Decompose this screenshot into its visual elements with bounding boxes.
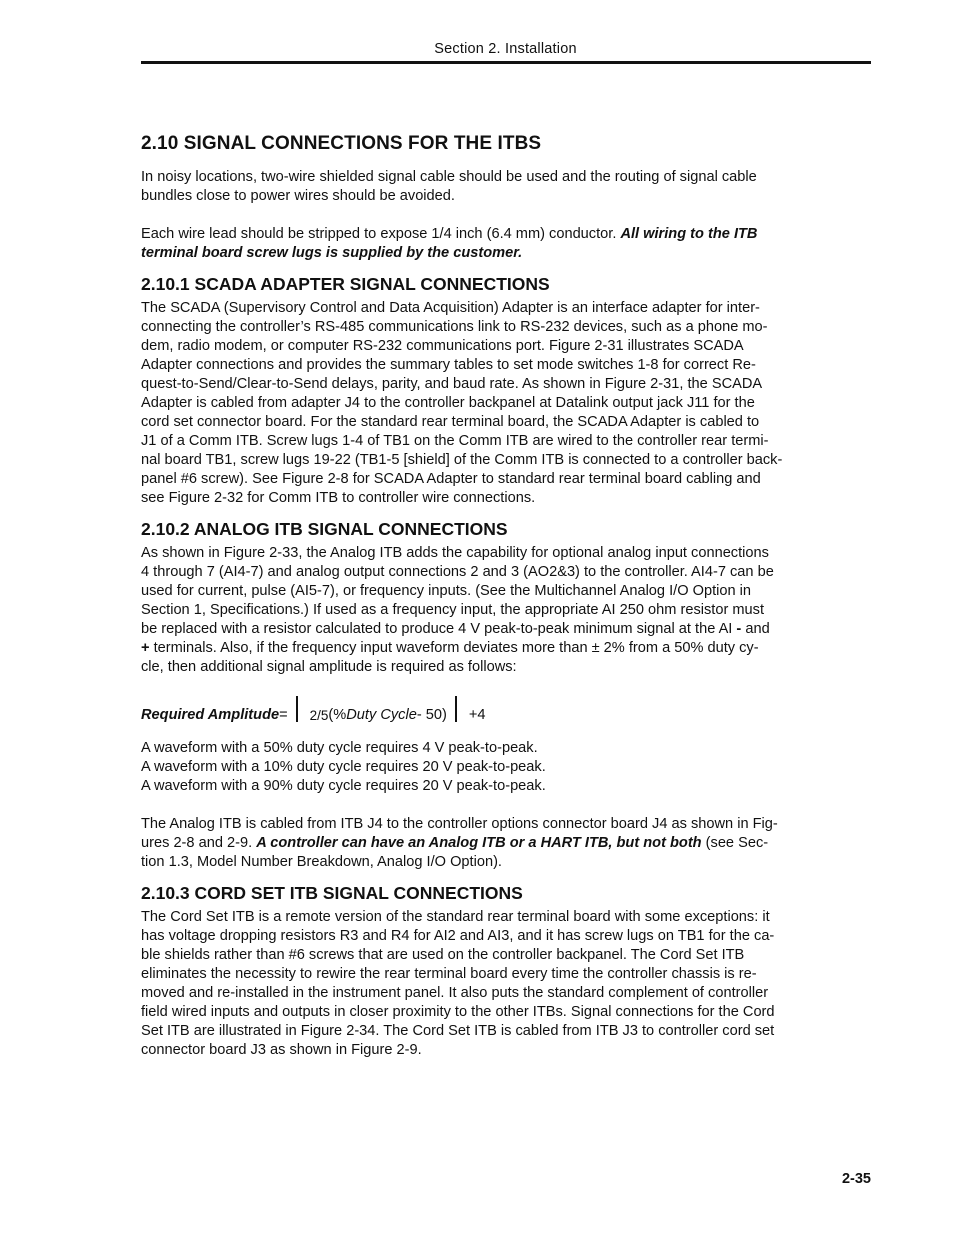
text-line: 4 through 7 (AI4-7) and analog output connections 2 and 3 (AO2&3) to the controller. AI4-7 can be (141, 564, 774, 580)
s2101-paragraph (141, 299, 872, 508)
running-header: Section 2. Installation (434, 41, 577, 57)
text-run: (see Sec- (701, 835, 769, 851)
text-line (141, 620, 872, 639)
s210-paragraph-2 (141, 225, 872, 263)
text-run: be replaced with a resistor calculated to produce 4 V peak-to-peak minimum signal at the AI (141, 621, 737, 637)
text-line: eliminates the necessity to rewire the rear terminal board every time the controller chassis is re- (141, 966, 757, 982)
section-2-10-2-title: 2.10.2 ANALOG ITB SIGNAL CONNECTIONS (141, 519, 508, 539)
text-line: Adapter connections and provides the summary tables to set mode switches 1-8 for correct Re- (141, 357, 756, 373)
s2103-paragraph (141, 908, 872, 1060)
text-line: connecting the controller’s RS-485 communications link to RS-232 devices, such as a phone mo- (141, 319, 768, 335)
text-line: dem, radio modem, or computer RS-232 communications port. Figure 2-31 illustrates SCADA (141, 338, 744, 354)
text-line: panel #6 screw). See Figure 2-8 for SCADA Adapter to standard rear terminal board cabling and (141, 471, 761, 487)
text-run: and (741, 621, 770, 637)
text-line: The Cord Set ITB is a remote version of the standard rear terminal board with some exceptions: it (141, 909, 770, 925)
section-2-10-3-title: 2.10.3 CORD SET ITB SIGNAL CONNECTIONS (141, 883, 523, 903)
formula-duty-cycle: Duty Cycle (346, 707, 417, 723)
section-2-10-1-title: 2.10.1 SCADA ADAPTER SIGNAL CONNECTIONS (141, 274, 550, 294)
emphasis-text: All wiring to the ITB (620, 226, 758, 242)
text-line: cord set connector board. For the standard rear terminal board, the SCADA Adapter is cabled to (141, 414, 760, 430)
formula-close: - 50) (416, 707, 447, 723)
text-line (141, 225, 872, 244)
section-2-10-title: 2.10 SIGNAL CONNECTIONS FOR THE ITBS (141, 133, 542, 154)
page-number: 2-35 (841, 1171, 871, 1187)
text-line: quest-to-Send/Clear-to-Send delays, parity, and baud rate. As shown in Figure 2-31, the SCADA (141, 376, 763, 392)
emphasis-text: terminal board screw lugs is supplied by the customer. (141, 245, 523, 261)
text-line: see Figure 2-32 for Comm ITB to controller wire connections. (141, 490, 536, 506)
text-line: The Analog ITB is cabled from ITB J4 to the controller options connector board J4 as shown in Fig- (141, 816, 778, 832)
page-content (141, 132, 872, 1060)
absolute-value-bar-left (296, 696, 298, 722)
text-line: field wired inputs and outputs in closer proximity to the other ITBs. Signal connections for the Cord (141, 1004, 775, 1020)
emphasis-text: A controller can have an Analog ITB or a HART ITB, but not both (256, 835, 702, 851)
text-line: The SCADA (Supervisory Control and Data Acquisition) Adapter is an interface adapter for inter- (141, 300, 760, 316)
text-line: Adapter is cabled from adapter J4 to the controller backpanel at Datalink output jack J11 for the (141, 395, 755, 411)
formula-lhs: Required Amplitude (141, 707, 280, 723)
minus-sign: - (736, 621, 742, 637)
s2102-examples (141, 739, 872, 796)
text-line: connector board J3 as shown in Figure 2-9. (141, 1042, 422, 1058)
text-line: moved and re-installed in the instrument panel. It also puts the standard complement of controller (141, 985, 769, 1001)
text-line: Set ITB are illustrated in Figure 2-34. The Cord Set ITB is cabled from ITB J3 to controller cord set (141, 1023, 775, 1039)
absolute-value-bar-right (455, 696, 457, 722)
text-line (141, 834, 872, 853)
text-line: A waveform with a 10% duty cycle requires 20 V peak-to-peak. (141, 759, 546, 775)
text-line: A waveform with a 50% duty cycle requires 4 V peak-to-peak. (141, 740, 538, 756)
text-line: As shown in Figure 2-33, the Analog ITB adds the capability for optional analog input connections (141, 545, 769, 561)
text-line: J1 of a Comm ITB. Screw lugs 1-4 of TB1 on the Comm ITB are wired to the controller rear termi- (141, 433, 769, 449)
text-line: cle, then additional signal amplitude is required as follows: (141, 659, 517, 675)
text-line: bundles close to power wires should be avoided. (141, 188, 455, 204)
text-line: A waveform with a 90% duty cycle requires 20 V peak-to-peak. (141, 778, 546, 794)
amplitude-formula (141, 697, 872, 725)
text-line: tion 1.3, Model Number Breakdown, Analog I/O Option). (141, 854, 502, 870)
formula-open: (% (328, 707, 347, 723)
text-run: Each wire lead should be stripped to expose 1/4 inch (6.4 mm) conductor. (141, 226, 621, 242)
text-run: terminals. Also, if the frequency input waveform deviates more than ± 2% from a 50% duty cy- (149, 640, 759, 656)
text-line: has voltage dropping resistors R3 and R4 for AI2 and AI3, and it has screw lugs on TB1 for the ca- (141, 928, 775, 944)
text-line: In noisy locations, two-wire shielded signal cable should be used and the routing of signal cable (141, 169, 757, 185)
s2102-paragraph-1 (141, 544, 872, 677)
text-run: ures 2-8 and 2-9. (141, 835, 257, 851)
plus-sign: + (141, 640, 150, 656)
formula-equals: = (279, 707, 288, 723)
text-line: used for current, pulse (AI5-7), or frequency inputs. (See the Multichannel Analog I/O Option in (141, 583, 752, 599)
header-rule (141, 61, 871, 64)
text-line (141, 639, 872, 658)
s2102-paragraph-3 (141, 815, 872, 872)
text-line: nal board TB1, screw lugs 19-22 (TB1-5 [shield] of the Comm ITB is connected to a controller back- (141, 452, 783, 468)
formula-fraction: 2/5 (309, 708, 329, 723)
s210-paragraph-1 (141, 168, 872, 206)
text-line: Section 1, Specifications.) If used as a frequency input, the appropriate AI 250 ohm resistor must (141, 602, 765, 618)
formula-plus-four: +4 (468, 707, 486, 723)
text-line: ble shields rather than #6 screws that are used on the controller backpanel. The Cord Set ITB (141, 947, 745, 963)
